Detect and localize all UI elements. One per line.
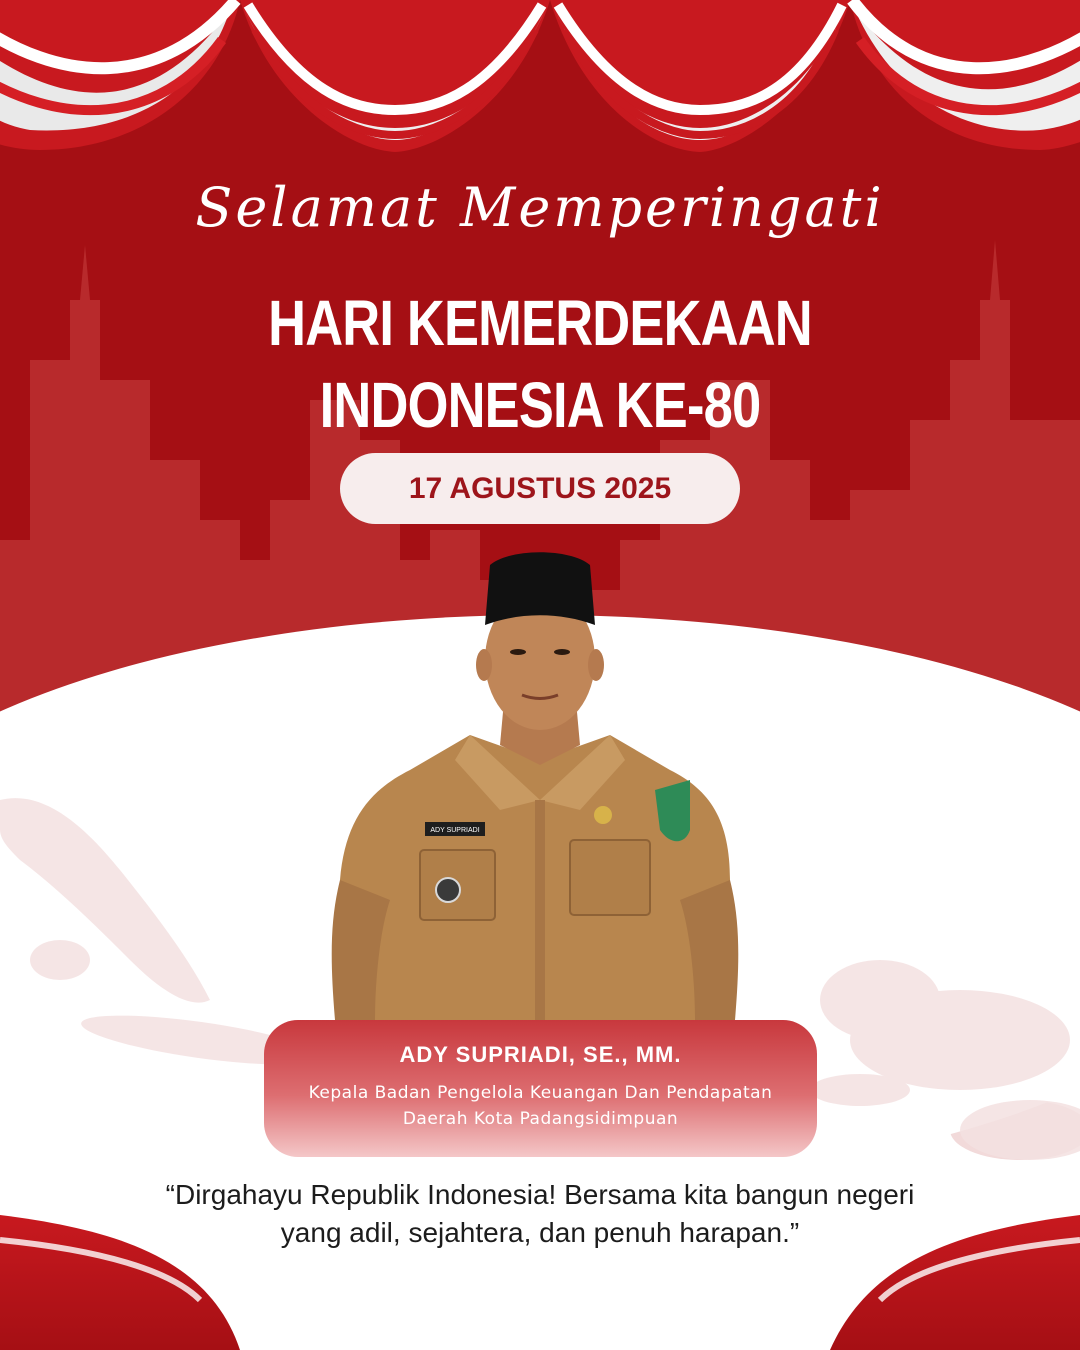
peci-cap bbox=[485, 552, 595, 625]
name-tag-text: ADY SUPRIADI bbox=[430, 827, 480, 834]
pocket-badge bbox=[436, 878, 460, 902]
date-text: 17 AGUSTUS 2025 bbox=[408, 471, 672, 505]
name-card bbox=[264, 1020, 817, 1157]
headline-line-1: HARI KEMERDEKAAN bbox=[268, 287, 812, 359]
quote-line-1: “Dirgahayu Republik Indonesia! Bersama kita bangun negeri bbox=[165, 1179, 915, 1210]
quote bbox=[0, 1176, 1080, 1252]
person-name: ADY SUPRIADI, SE., MM. bbox=[399, 1042, 682, 1067]
emblem-badge bbox=[594, 806, 612, 824]
greeting-script: Selamat Memperingati bbox=[195, 176, 885, 239]
quote-line-2: yang adil, sejahtera, dan penuh harapan.” bbox=[280, 1217, 800, 1248]
person-title-line-2: Daerah Kota Padangsidimpuan bbox=[402, 1109, 679, 1129]
person-title bbox=[264, 1080, 817, 1132]
person-title-line-1: Kepala Badan Pengelola Keuangan Dan Pendapatan bbox=[308, 1083, 773, 1103]
right-pocket bbox=[570, 840, 650, 915]
headline-line-2: INDONESIA KE-80 bbox=[319, 369, 761, 441]
